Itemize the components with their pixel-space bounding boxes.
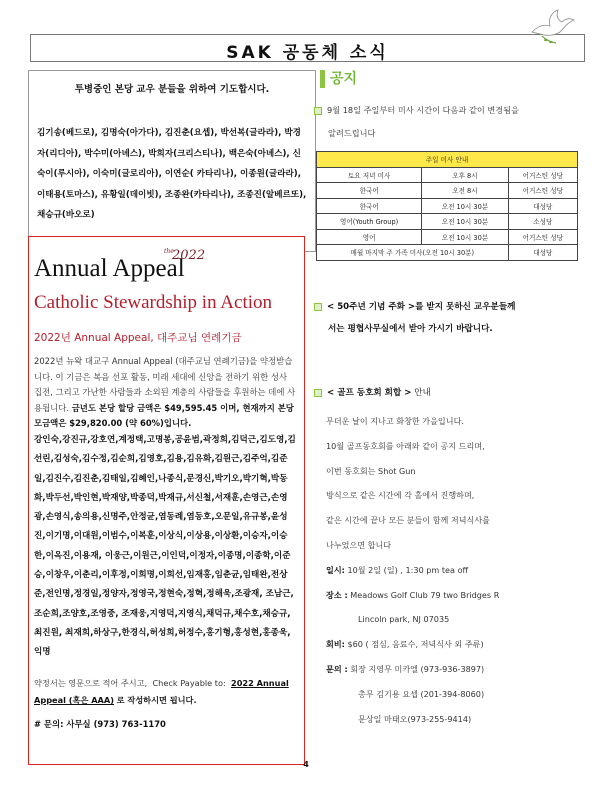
check-note-end: 로 작성하시면 됩니다. — [116, 695, 197, 705]
bullet-square-icon — [314, 107, 322, 115]
prayer-names: 김기송(베드로), 김명숙(아가다), 김진춘(요셉), 박선복(글라라), 박경자(리디아), 박수미(아녜스), 박희자(크리스티나), 백은숙(아녜스), 신숙이(루시아), 이숙미(글로리아), 이연순( 카타리나), 이종원(글라라),이태용(토마스), 유황일(데이빗), 조종완(카타리나), 조종진(알베르또), 채승규(바오로) — [37, 128, 307, 220]
table-cell: 한국어 — [317, 198, 422, 214]
golf-place — [326, 583, 586, 608]
appeal-contact: # 문의: 사무실 (973) 763-1170 — [34, 719, 166, 729]
place-value: Meadows Golf Club 79 two Bridges R — [350, 589, 500, 600]
table-cell: 어거스틴 성당 — [508, 167, 577, 183]
table-cell: 오전 10시 30분 — [422, 198, 508, 214]
prayer-request-box — [28, 70, 316, 252]
bullet-square-icon — [314, 303, 322, 311]
mass-change-line-1: 9월 18일 주일부터 미사 시간이 다음과 같이 변경됨을 — [327, 105, 520, 115]
table-cell: 어거스틴 성당 — [508, 229, 577, 245]
golf-fee — [326, 632, 586, 657]
newsletter-header — [30, 34, 585, 62]
fee-label: 회비: — [326, 639, 345, 650]
table-cell: 오전 8시 — [422, 183, 508, 199]
check-note: 약정서는 영문으로 적어 주시고, — [34, 678, 148, 688]
check-payable-label: Check Payable to: — [152, 678, 226, 688]
golf-title-suffix: 안내 — [414, 388, 431, 398]
place-value-2: Lincoln park, NJ 07035 — [358, 614, 450, 625]
golf-contact — [326, 657, 586, 682]
table-cell: 오후 8시 — [422, 167, 508, 183]
appeal-heading: 2022년 Annual Appeal, 대주교님 연례기금 — [34, 332, 242, 344]
appeal-description — [34, 354, 296, 432]
mass-schedule-table — [316, 151, 578, 261]
page-number: 4 — [303, 760, 309, 769]
anniv-line-2: 서는 평협사무실에서 받아 가시기 바랍니다. — [328, 324, 493, 334]
appeal-check-instructions — [34, 675, 298, 709]
table-row — [317, 229, 578, 245]
appeal-body-1: 2022년 뉴왁 대교구 Annual Appeal (대주교님 연례기금)을 약정받습니다. — [34, 356, 293, 382]
golf-details — [326, 409, 586, 731]
place-label: 장소 : — [326, 589, 348, 600]
appeal-title: Annual Appeal — [34, 255, 185, 282]
table-cell: 대성당 — [508, 198, 577, 214]
table-row — [317, 198, 578, 214]
date-value: 10월 2일 (일) , 1:30 pm tea off — [347, 564, 469, 575]
appeal-year: 2022 — [172, 248, 206, 263]
table-cell: 오전 10시 30분 — [422, 214, 508, 230]
contact-value-3: 문상일 마태오(973-255-9414) — [358, 713, 472, 724]
table-cell: 영어(Youth Group) — [317, 214, 422, 230]
golf-line: 나누었으면 합니다 — [326, 539, 392, 550]
golf-heading — [314, 386, 431, 398]
prayer-title: 투병중인 본당 교우 분들을 위하여 기도합시다. — [74, 84, 270, 95]
mass-change-notice — [314, 99, 584, 145]
appeal-body-2: 이 기금은 복음 선포 활동, 미래 세대에 신앙을 전하기 위한 성사 집전, 그리고 가난한 사람들과 소외된 계층의 사람들을 후원하는 데에 사용됩니다. — [34, 371, 296, 413]
table-cell: 토요 저녁 미사 — [317, 167, 422, 183]
table-row — [317, 167, 578, 183]
table-cell: 어거스틴 성당 — [508, 183, 577, 199]
golf-title: < 골프 동호회 회합 > — [327, 388, 412, 398]
contact-value-2: 총무 김기용 요셉 (201-394-8060) — [358, 688, 485, 699]
table-row — [317, 183, 578, 199]
appeal-subtitle: Catholic Stewardship in Action — [34, 292, 273, 313]
golf-line: 이번 동호회는 Shot Gun — [326, 465, 416, 476]
table-cell: 영어 — [317, 229, 422, 245]
golf-line: 같은 시간에 끝나 모든 분들이 함께 저녁식사를 — [326, 515, 490, 526]
anniversary-coin-notice — [314, 296, 584, 340]
golf-line: 방식으로 같은 시간에 각 홀에서 진행하며, — [326, 490, 475, 501]
bullet-square-icon — [314, 389, 322, 397]
mass-change-line-2: 알려드립니다 — [328, 128, 376, 138]
notice-accent-bar — [320, 70, 325, 88]
contact-value-1: 회장 지영무 미카엘 (973-936-3897) — [350, 663, 485, 674]
golf-line: 10월 골프동호회를 아래와 같이 공지 드리며, — [326, 440, 485, 451]
annual-appeal-box — [28, 236, 305, 765]
mass-table-header: 주일 미사 안내 — [317, 152, 578, 168]
appeal-year-prefix: the — [164, 248, 174, 255]
appeal-body-3: 금년도 본당 할당 금액은 $49,595.45 이며, 현재까지 본당 모금액은 $29,820.00 (약 60%)입니다. — [34, 402, 294, 428]
contact-label: 문의 : — [326, 663, 348, 674]
fee-value: $60 ( 점심, 음료수, 저녁식사 외 주류) — [347, 639, 484, 650]
date-label: 일시: — [326, 564, 345, 575]
golf-date — [326, 558, 586, 583]
table-cell: 매월 마지막 주 가족 미사(오전 10시 30분) — [317, 245, 509, 261]
table-row — [317, 214, 578, 230]
golf-line: 무더운 날이 지나고 화창한 가을입니다. — [326, 416, 464, 426]
table-row — [317, 245, 578, 261]
table-cell: 대성당 — [508, 245, 577, 261]
check-payee: 2022 Annual Appeal (혹은 AAA) — [34, 678, 289, 705]
notice-title: 공지 — [330, 71, 358, 87]
page-title: SAK 공동체 소식 — [226, 43, 389, 63]
table-cell: 한국어 — [317, 183, 422, 199]
dove-icon — [528, 6, 576, 46]
table-cell: 소성당 — [508, 214, 577, 230]
anniv-line-1: < 50주년 기념 주화 >를 받지 못하신 교우분들께 — [327, 302, 516, 312]
table-cell: 오전 10시 30분 — [422, 229, 508, 245]
appeal-donor-list: 강인숙,강진규,강호연,계정택,고명봉,공윤범,곽정희,김덕근,김도영,김선린,김성숙,김수정,김순희,김영호,김용,김유화,김원근,김주억,김준일,김진수,김진춘,김태일,김혜인,나종식,문경신,박기오,박기혁,박동화,박두선,박인현,박재양,박종덕,박재규,서신철,서재훈,손영근,손영광,손영식,송의용,신명주,안정균,염동례,염동호,오문일,유규봉,윤성진,이기명,이대원,이범수,이복훈,이상식,이상용,이상환,이승자,이승한,이옥진,이용재, 이웅근,이원근,이인덕,이정자,이종명,이종학,이준승,이창우,이춘리,이후정,이희명,이희선,임재홍,임춘균,임태완,전상준,전인명,정경일,정양자,정영국,정현숙,정혁,정해욱,조광재, 조남근,조순희,조양호,조영중, 조재웅,지영덕,지영식,채덕규,채수호,채승규,최진원, 최재희,하상구,한경식,허성희,허정수,홍기형,홍성현,홍종욱,익명 — [34, 435, 296, 658]
